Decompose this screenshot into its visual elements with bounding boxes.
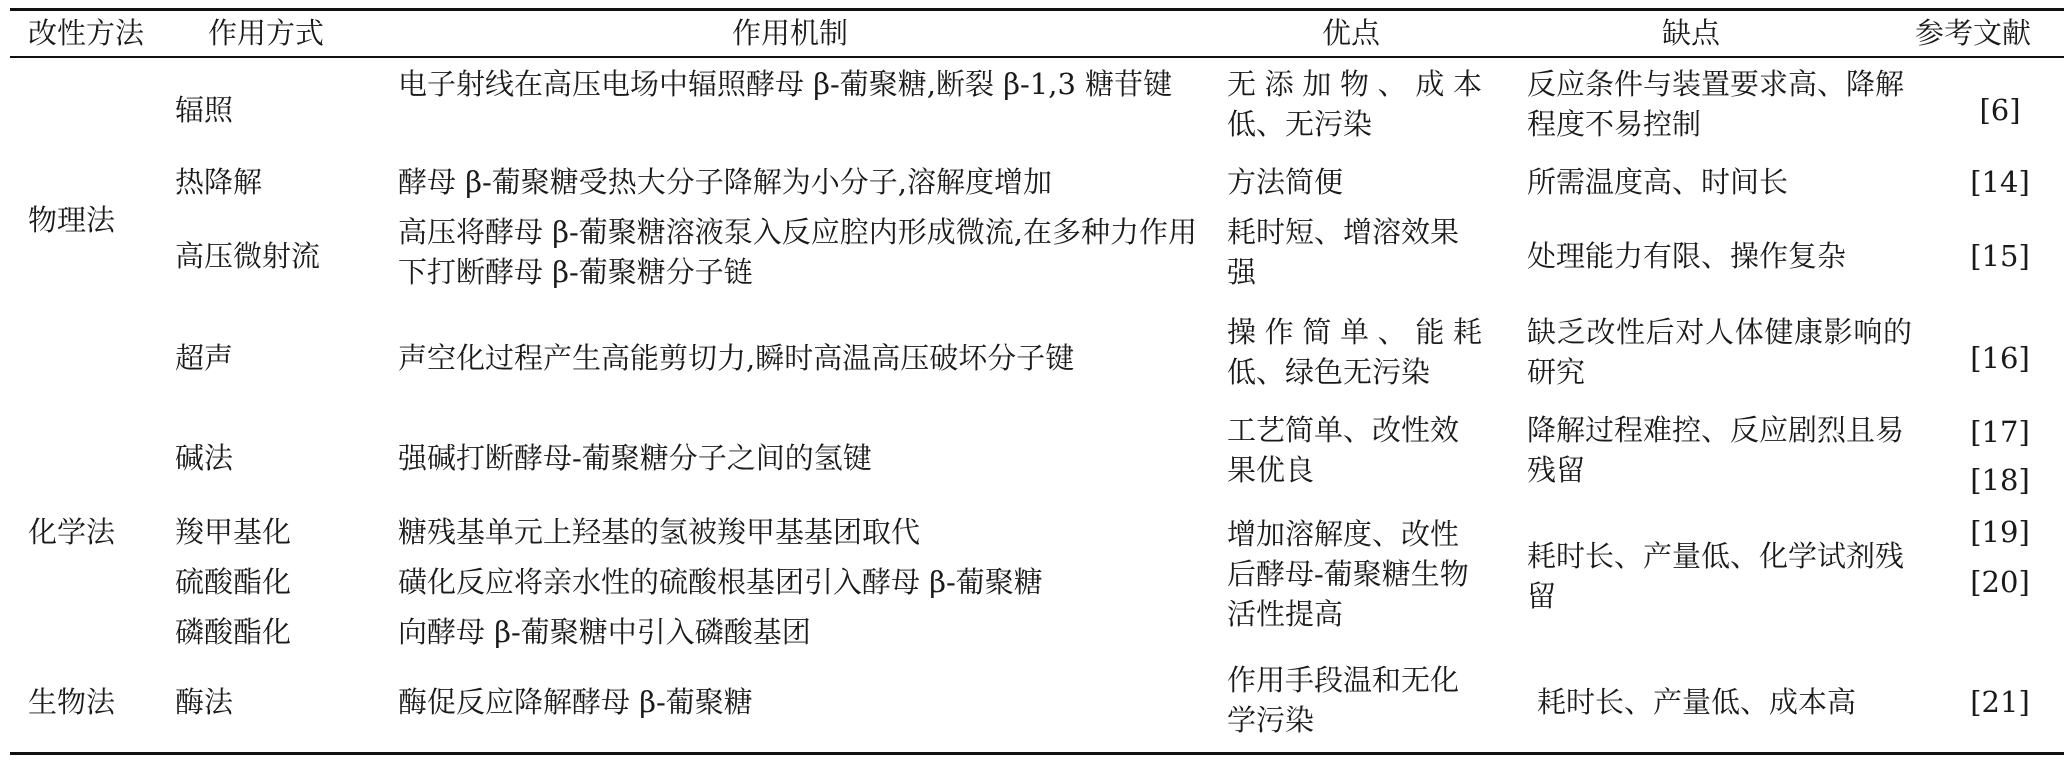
table-row-disadvantages: 耗时长、产量低、成本高 <box>1537 685 1857 719</box>
group-physical: 物理法 <box>28 203 116 237</box>
table-row-mode: 硫酸酯化 <box>175 565 292 599</box>
group-chemical: 化学法 <box>28 515 116 549</box>
table-row-reference: [19] <box>1970 515 2030 549</box>
table-row-mode: 羧甲基化 <box>175 515 292 549</box>
table-row-reference: [18] <box>1970 463 2030 497</box>
header-mode: 作用方式 <box>208 16 325 50</box>
table-row-mode: 热降解 <box>175 165 263 199</box>
table-row-mode: 磷酸酯化 <box>175 615 292 649</box>
table-row-advantages: 无添加物、成本低、无污染 <box>1227 67 1482 141</box>
bottom-rule <box>10 752 2064 755</box>
table-row-mode: 碱法 <box>175 441 234 475</box>
table-row-mechanism: 强碱打断酵母-葡聚糖分子之间的氢键 <box>398 441 872 475</box>
table-row-mode: 高压微射流 <box>175 239 321 273</box>
table-row-disadvantages: 反应条件与装置要求高、降解程度不易控制 <box>1527 67 1905 141</box>
table-row-reference: [14] <box>1970 165 2030 199</box>
header-disadvantages: 缺点 <box>1662 16 1721 50</box>
top-rule <box>10 8 2064 11</box>
table-row-mode: 酶法 <box>175 685 234 719</box>
table-row-mechanism: 向酵母 β-葡聚糖中引入磷酸基团 <box>398 615 811 649</box>
table-row-mechanism: 酵母 β-葡聚糖受热大分子降解为小分子,溶解度增加 <box>398 165 1053 199</box>
table-row-advantages: 耗时短、增溶效果强 <box>1227 215 1460 289</box>
table-row-disadvantages: 缺乏改性后对人体健康影响的研究 <box>1527 315 1912 389</box>
header-method: 改性方法 <box>28 16 145 50</box>
table-row-advantages: 工艺简单、改性效果优良 <box>1227 413 1460 487</box>
table-row-reference: [16] <box>1970 341 2030 375</box>
table-row-mechanism: 高压将酵母 β-葡聚糖溶液泵入反应腔内形成微流,在多种力作用下打断酵母 β-葡聚糖分子链 <box>398 215 1198 289</box>
table-row-mode: 超声 <box>175 341 234 375</box>
shared-advantages: 增加溶解度、改性后酵母-葡聚糖生物活性提高 <box>1227 517 1469 631</box>
table-row-disadvantages: 处理能力有限、操作复杂 <box>1527 239 1847 273</box>
table-row-reference: [6] <box>1979 93 2021 127</box>
table-row-disadvantages: 所需温度高、时间长 <box>1527 165 1789 199</box>
group-biological: 生物法 <box>28 685 116 719</box>
shared-disadvantages: 耗时长、产量低、化学试剂残留 <box>1527 539 1905 613</box>
table-row-reference: [15] <box>1970 239 2030 273</box>
table-row-mechanism: 声空化过程产生高能剪切力,瞬时高温高压破坏分子键 <box>398 341 1075 375</box>
table-row-mechanism: 酶促反应降解酵母 β-葡聚糖 <box>398 685 753 719</box>
header-advantages: 优点 <box>1322 16 1381 50</box>
table-row-mechanism: 电子射线在高压电场中辐照酵母 β-葡聚糖,断裂 β-1,3 糖苷键 <box>398 67 1173 101</box>
table-row-reference: [17] <box>1970 415 2030 449</box>
table-row-disadvantages: 降解过程难控、反应剧烈且易残留 <box>1527 413 1905 487</box>
header-rule <box>10 56 2064 58</box>
table-row-advantages: 作用手段温和无化学污染 <box>1227 663 1460 737</box>
header-mechanism: 作用机制 <box>732 16 849 50</box>
table-row-advantages: 操作简单、能耗低、绿色无污染 <box>1227 315 1482 389</box>
header-references: 参考文献 <box>1915 16 2032 50</box>
table-row-reference: [20] <box>1970 565 2030 599</box>
table-row-mechanism: 糖残基单元上羟基的氢被羧甲基基团取代 <box>398 515 921 549</box>
table-row-mechanism: 磺化反应将亲水性的硫酸根基团引入酵母 β-葡聚糖 <box>398 565 1043 599</box>
table-row-advantages: 方法简便 <box>1227 165 1344 199</box>
table-row-mode: 辐照 <box>175 93 234 127</box>
table-row-reference: [21] <box>1970 685 2030 719</box>
